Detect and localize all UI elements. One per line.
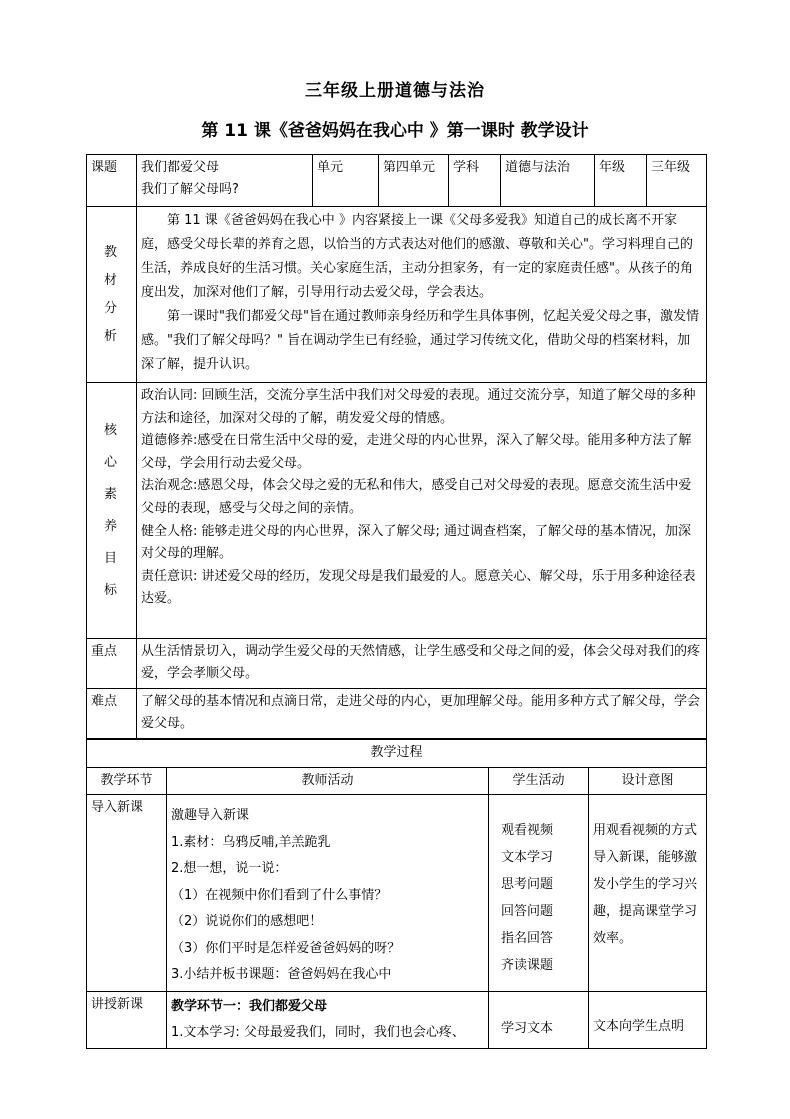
col-student-header: 学生活动 bbox=[489, 768, 589, 795]
teacher-activity-new bbox=[167, 991, 489, 1048]
student-line: 回答问题 bbox=[501, 904, 554, 919]
difficulty-text: 了解父母的基本情况和点滴日常，走进父母的内心，更加理解父母。能用多种方式了解父母，学会爱父母。 bbox=[137, 689, 707, 739]
subject-value: 道德与法治 bbox=[501, 155, 595, 207]
goal-item: 责任意识: 讲述爱父母的经历，发现父母是我们最爱的人。愿意关心、解父母，乐于用多种途径表达爱。 bbox=[141, 568, 696, 607]
topic-line-2: 我们了解父母吗? bbox=[141, 182, 239, 197]
analysis-label: 教 材 分 析 bbox=[87, 207, 137, 383]
topic-label: 课题 bbox=[87, 155, 137, 207]
teacher-line: 3.小结并板书课题：爸爸妈妈在我心中 bbox=[171, 967, 392, 982]
design-intent-intro: 用观看视频的方式导入新课，能够激发小学生的学习兴趣，提高课堂学习效率。 bbox=[589, 795, 707, 992]
teacher-line: 1.文本学习: 父母最爱我们，同时，我们也会心疼、 bbox=[171, 1024, 465, 1040]
process-heading-row bbox=[87, 740, 707, 768]
teacher-line: （3）你们平时是怎样爱爸爸妈妈的呀？ bbox=[171, 940, 401, 956]
grade-label: 年级 bbox=[595, 155, 647, 207]
difficulty-row bbox=[87, 689, 707, 739]
key-point-label: 重点 bbox=[87, 639, 137, 689]
stage-new: 讲授新课 bbox=[87, 991, 167, 1048]
col-stage-header: 教学环节 bbox=[87, 768, 167, 795]
key-point-text: 从生活情景切入，调动学生爱父母的天然情感，让学生感受和父母之间的爱，体会父母对我们的疼爱，学会孝顺父母。 bbox=[137, 639, 707, 689]
process-row-intro bbox=[87, 795, 707, 992]
goal-item: 道德修养:感受在日常生活中父母的爱，走进父母的内心世界，深入了解父母。能用多种方法了解父母，学会用行动去爱父母。 bbox=[141, 433, 692, 471]
student-line: 文本学习 bbox=[501, 850, 554, 865]
teacher-line: 激趣导入新课 bbox=[171, 808, 250, 823]
key-point-row bbox=[87, 639, 707, 689]
topic-line-1: 我们都爱父母 bbox=[141, 160, 220, 175]
teacher-line: （1）在视频中你们看到了什么事情？ bbox=[171, 887, 388, 903]
teacher-activity-intro bbox=[167, 795, 489, 992]
student-activity-new bbox=[489, 991, 589, 1048]
process-heading: 教学过程 bbox=[87, 740, 707, 768]
goals-content bbox=[137, 383, 707, 639]
grade-value: 三年级 bbox=[647, 155, 707, 207]
goal-item: 政治认同: 回顾生活，交流分享生活中我们对父母爱的表现。通过交流分享，知道了解父母的多种方法和途径，加深对父母的了解，萌发爱父母的情感。 bbox=[141, 388, 696, 426]
teacher-section-heading: 教学环节一：我们都爱父母 bbox=[171, 998, 328, 1014]
col-teacher-header: 教师活动 bbox=[167, 768, 489, 795]
goal-item: 健全人格: 能够走进父母的内心世界，深入了解父母; 通过调查档案，了解父母的基本情况，加深对父母的理解。 bbox=[141, 523, 692, 562]
teacher-line: 2.想一想，说一说： bbox=[171, 861, 288, 876]
goal-item: 法治观念:感恩父母，体会父母之爱的无私和伟大，感受自己对父母爱的表现。愿意交流生活中爱父母的表现，感受与父母之间的亲情。 bbox=[141, 478, 692, 516]
unit-value: 第四单元 bbox=[379, 155, 449, 207]
analysis-paragraph-1: 第 11 课《爸爸妈妈在我心中 》内容紧接上一课《父母多爱我》知道自己的成长离不开家庭，感受父母长辈的养育之恩，以恰当的方式表达对他们的感激、尊敬和关心"。学习料理自己的生活，养成良好的生活习惯。关心家庭生活，主动分担家务，有一定的家庭责任感"。从孩子的角度出发，加深对他们了解，引导用行动去爱父母，学会表达。 bbox=[141, 213, 693, 300]
goals-label: 核 心 素 养 目 标 bbox=[87, 383, 137, 639]
process-row-new bbox=[87, 991, 707, 1048]
teaching-process-table bbox=[86, 739, 707, 1049]
lesson-info-table bbox=[86, 154, 707, 739]
topic-value bbox=[137, 155, 313, 207]
difficulty-label: 难点 bbox=[87, 689, 137, 739]
unit-label: 单元 bbox=[313, 155, 379, 207]
teacher-line: （2）说说你们的感想吧！ bbox=[171, 914, 323, 929]
stage-intro: 导入新课 bbox=[87, 795, 167, 992]
subject-label: 学科 bbox=[449, 155, 501, 207]
student-line: 思考问题 bbox=[501, 877, 554, 892]
student-line: 学习文本 bbox=[501, 1020, 554, 1036]
student-line: 指名回答 bbox=[501, 931, 554, 946]
analysis-row bbox=[87, 207, 707, 383]
student-line: 观看视频 bbox=[501, 823, 554, 838]
analysis-content bbox=[137, 207, 707, 383]
document-title: 三年级上册道德与法治 bbox=[305, 81, 485, 101]
info-row bbox=[87, 155, 707, 207]
teacher-line: 1.素材：乌鸦反哺,羊羔跪乳 bbox=[171, 834, 331, 850]
student-activity-intro bbox=[489, 795, 589, 992]
analysis-paragraph-2: 第一课时"我们都爱父母"旨在通过教师亲身经历和学生具体事例，忆起关爱父母之事，激发情感。"我们了解父母吗？" 旨在调动学生已有经验，通过学习传统文化，借助父母的档案材料，加深了解，提升认识。 bbox=[141, 309, 699, 372]
process-header-row bbox=[87, 768, 707, 795]
student-line: 齐读课题 bbox=[501, 958, 554, 973]
design-intent-new: 文本向学生点明 bbox=[589, 991, 707, 1048]
col-intent-header: 设计意图 bbox=[589, 768, 707, 795]
goals-row bbox=[87, 383, 707, 639]
document-subtitle: 第 11 课《爸爸妈妈在我心中 》第一课时 教学设计 bbox=[201, 121, 589, 141]
